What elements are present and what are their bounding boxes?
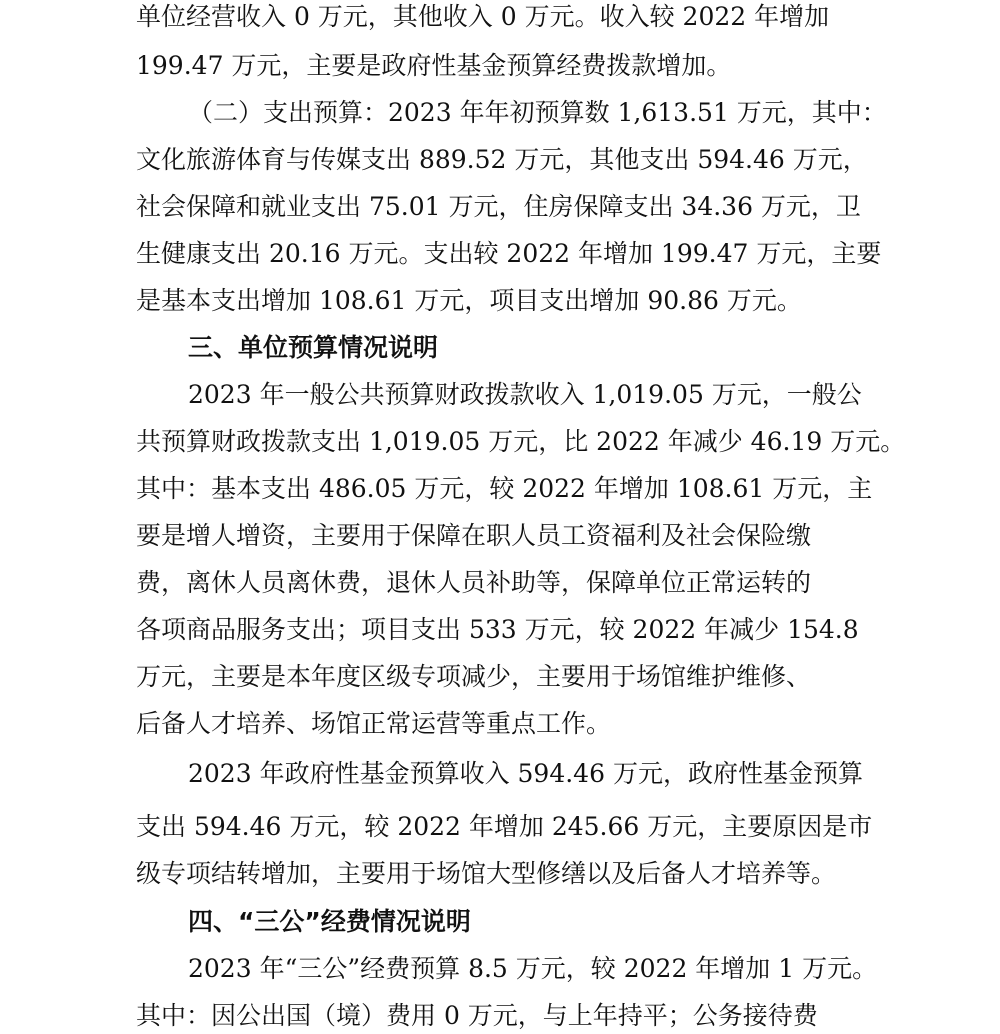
- text-line: 共预算财政拨款支出 1,019.05 万元，比 2022 年减少 46.19 万元。: [136, 427, 906, 456]
- text-line: （二）支出预算：2023 年年初预算数 1,613.51 万元，其中：: [188, 98, 887, 127]
- text-line: 2023 年“三公”经费预算 8.5 万元，较 2022 年增加 1 万元。: [188, 954, 878, 983]
- text-line: 要是增人增资，主要用于保障在职人员工资福利及社会保险缴: [136, 521, 812, 550]
- text-line: 社会保障和就业支出 75.01 万元，住房保障支出 34.36 万元，卫: [136, 192, 861, 221]
- text-line: 单位经营收入 0 万元，其他收入 0 万元。收入较 2022 年增加: [136, 2, 830, 31]
- text-line: 199.47 万元，主要是政府性基金预算经费拨款增加。: [136, 51, 732, 80]
- text-line: 是基本支出增加 108.61 万元，项目支出增加 90.86 万元。: [136, 286, 802, 315]
- text-line: 费，离休人员离休费，退休人员补助等，保障单位正常运转的: [136, 568, 812, 597]
- text-line: 支出 594.46 万元，较 2022 年增加 245.66 万元，主要原因是市: [136, 812, 873, 841]
- text-line: 生健康支出 20.16 万元。支出较 2022 年增加 199.47 万元，主要: [136, 239, 882, 268]
- text-line: 级专项结转增加，主要用于场馆大型修缮以及后备人才培养等。: [136, 859, 837, 888]
- section-heading: 三、单位预算情况说明: [188, 333, 439, 362]
- text-line: 其中：基本支出 486.05 万元，较 2022 年增加 108.61 万元，主: [136, 474, 873, 503]
- text-line: 2023 年政府性基金预算收入 594.46 万元，政府性基金预算: [188, 759, 863, 788]
- text-line: 其中：因公出国（境）费用 0 万元，与上年持平；公务接待费: [136, 1001, 818, 1030]
- text-line: 文化旅游体育与传媒支出 889.52 万元，其他支出 594.46 万元，: [136, 145, 868, 174]
- text-line: 万元，主要是本年度区级专项减少，主要用于场馆维护维修、: [136, 662, 812, 691]
- section-heading: 四、“三公”经费情况说明: [188, 907, 471, 936]
- text-line: 各项商品服务支出；项目支出 533 万元，较 2022 年减少 154.8: [136, 615, 859, 644]
- text-line: 后备人才培养、场馆正常运营等重点工作。: [136, 709, 612, 738]
- text-line: 2023 年一般公共预算财政拨款收入 1,019.05 万元，一般公: [188, 380, 862, 409]
